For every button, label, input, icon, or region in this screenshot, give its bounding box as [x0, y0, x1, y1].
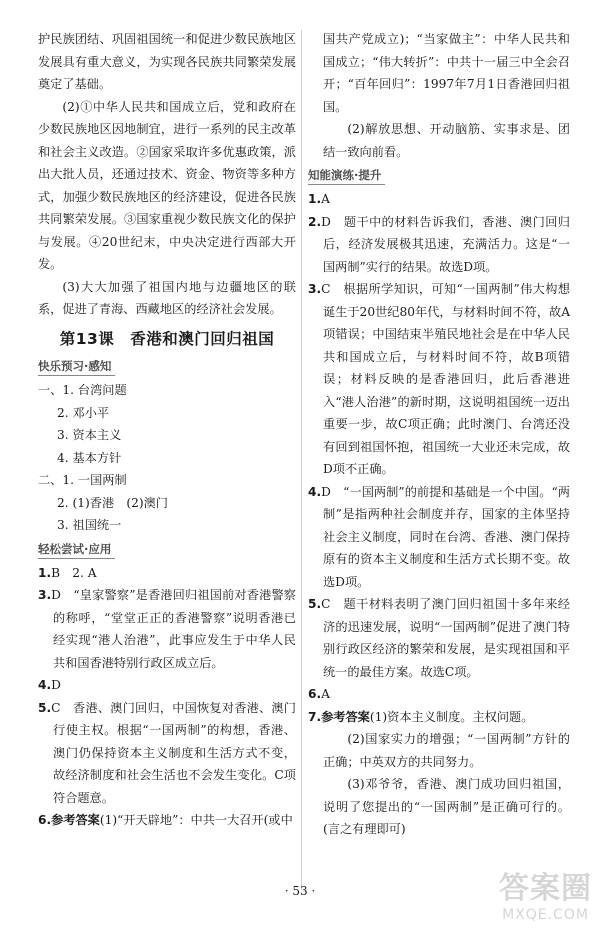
answer-label: 参考答案	[51, 813, 100, 827]
section-header: 轻松尝试·应用	[38, 540, 115, 559]
list-item: 3. 资本主义	[57, 428, 122, 442]
watermark-logo	[499, 863, 592, 923]
answer-item	[308, 481, 570, 594]
item-text: D	[51, 678, 61, 692]
paragraph: (2)解放思想、开动脑筋、实事求是、团结一致向前看。	[323, 122, 570, 159]
item-text: A	[321, 687, 330, 701]
item-text: B 2. A	[51, 565, 97, 580]
item-number: 4.	[308, 484, 322, 499]
watermark-url: MXQE.COM	[502, 907, 589, 923]
list-item: 3. 祖国统一	[57, 518, 122, 532]
list-item: 4. 基本方针	[57, 450, 122, 465]
item-number: 1.	[38, 565, 52, 580]
answer-item	[38, 697, 296, 810]
list-item: 一、1. 台湾问题	[38, 383, 127, 397]
answer-item	[38, 562, 296, 585]
item-number: 2.	[308, 214, 322, 229]
answer-part: (3)邓爷爷，香港、澳门成功回归祖国，说明了您提出的“一国两制”是正确可行的。(言之有理即可)	[323, 777, 570, 836]
item-text: D “皇家警察”是香港回归祖国前对香港警察的称呼，“堂堂正正的香港警察”说明香港已经实现“港人治港”，此事应发生于中华人民共和国香港特别行政区成立后。	[51, 588, 296, 670]
right-column	[308, 28, 570, 841]
lesson-title: 第13课 香港和澳门回归祖国	[59, 329, 275, 348]
paragraph: 护民族团结、巩固祖国统一和促进少数民族地区发展具有重大意义，为实现各民族共同繁荣发展奠定了基础。	[38, 32, 296, 91]
item-text: D “一国两制”的前提和基础是一个中国。“两制”是指两种社会制度并存，国家的主体坚持社会主义制度，同时在台湾、香港、澳门保持原有的资本主义制度和生活方式长期不变。故选D项。	[321, 484, 570, 589]
left-column	[38, 28, 296, 832]
item-text: C 根据所学知识，可知“一国两制”伟大构想诞生于20世纪80年代，与材料时间不符，故A项错误；中国结束半殖民地社会是在中华人民共和国成立后，与材料时间不符，故B项错误；材料反映的是香港回归，此后香港进入“港人治港”的新时期，这说明祖国统一迈出重要一步，故C项正确；此时澳门、台湾还没有回到祖国怀抱，祖国统一大业还未完成，故D项不正确。	[321, 282, 571, 476]
item-number: 3.	[38, 588, 52, 602]
section-header: 知能演练·提升	[308, 166, 385, 185]
item-text: (1)“开天辟地”：中共一大召开(或中	[99, 813, 293, 827]
paragraph: (3)大大加强了祖国内地与边疆地区的联系，促进了青海、西藏地区的经济社会发展。	[38, 279, 296, 316]
list-item: 二、1. 一国两制	[38, 473, 127, 487]
item-text: D 题干中的材料告诉我们，香港、澳门回归后，经济发展极其迅速，充满活力。这是“一国两制”实行的结果。故选D项。	[321, 214, 570, 274]
item-number: 7.	[308, 709, 322, 724]
page-number: · 53 ·	[284, 884, 316, 898]
item-text: (1)资本主义制度。主权问题。	[369, 709, 534, 724]
answer-item	[38, 809, 296, 832]
column-divider	[301, 30, 302, 890]
item-number: 1.	[308, 192, 322, 206]
section-header: 快乐预习·感知	[38, 357, 115, 376]
item-text: C 题干材料表明了澳门回归祖国十多年来经济的迅速发展，说明“一国两制”促进了澳门特别行政区经济的繁荣和发展，是实现祖国和平统一的最佳方案。故选C项。	[321, 597, 570, 679]
answer-item	[308, 683, 570, 706]
list-item: 2. (1)香港 (2)澳门	[57, 495, 168, 510]
item-number: 3.	[308, 282, 322, 296]
answer-label: 参考答案	[321, 709, 370, 724]
answer-item	[38, 674, 296, 697]
paragraph: 国共产党成立)；“当家做主”：中华人民共和国成立；“伟大转折”：中共十一届三中全会召开；“百年回归”：1997年7月1日香港回归祖国。	[323, 32, 570, 114]
list-item: 2. 邓小平	[57, 405, 110, 420]
answer-item	[308, 188, 570, 211]
answer-item	[308, 593, 570, 683]
watermark-text: 答案圈	[499, 871, 592, 906]
answer-item	[308, 211, 570, 279]
paragraph: (2)①中华人民共和国成立后，党和政府在少数民族地区因地制宜，进行一系列的民主改革和社会主义改造。②国家采取许多优惠政策，派出大批人员，还通过技术、资金、物资等多种方式，加强少数民族地区的经济建设，促进各民族共同繁荣发展。③国家重视少数民族文化的保护与发展。④20世纪末，中央决定进行西部大开发。	[38, 99, 296, 271]
item-number: 5.	[38, 700, 52, 715]
item-number: 5.	[308, 597, 322, 611]
item-number: 6.	[38, 813, 52, 827]
item-number: 4.	[38, 678, 52, 692]
item-text: A	[321, 192, 330, 206]
item-text: C 香港、澳门回归，中国恢复对香港、澳门行使主权。根据“一国两制”的构想，香港、澳门仍保持资本主义制度和生活方式不变，故经济制度和社会生活也不会发生变化。C项符合题意。	[51, 700, 296, 805]
answer-item	[38, 584, 296, 674]
answer-part: (2)国家实力的增强；“一国两制”方针的正确；中英双方的共同努力。	[323, 732, 570, 769]
item-number: 6.	[308, 687, 322, 701]
answer-item	[308, 706, 570, 729]
answer-item	[308, 278, 570, 481]
